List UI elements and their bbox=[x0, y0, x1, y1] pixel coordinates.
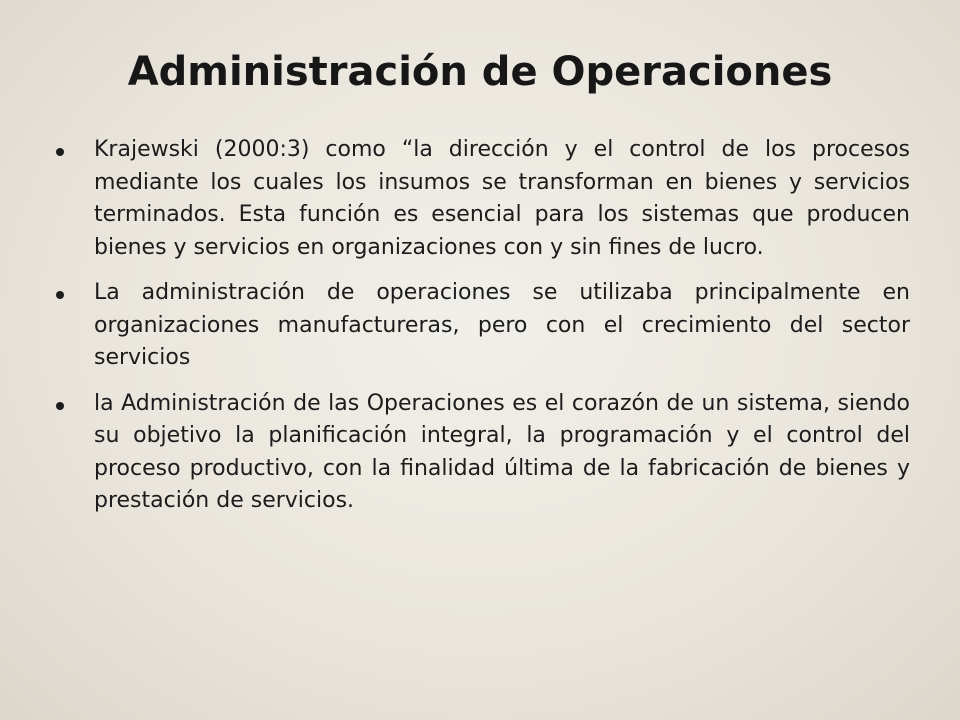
bullet-dot-icon bbox=[56, 148, 64, 156]
bullet-list bbox=[54, 134, 910, 531]
bullet-text: Krajewski (2000:3) como “la dirección y el control de los procesos mediante los cuales los insumos se transforman en bienes y servicios terminados. Esta función es esencial para los sistemas que producen bienes y servicios en organizaciones con y sin fines de lucro. bbox=[94, 137, 910, 260]
bullet-text: La administración de operaciones se utilizaba principalmente en organizaciones manufactureras, pero con el crecimiento del sector servicios bbox=[94, 280, 910, 370]
slide-title: Administración de Operaciones bbox=[127, 49, 833, 95]
bullet-text: la Administración de las Operaciones es el corazón de un sistema, siendo su objetivo la planificación integral, la programación y el control del proceso productivo, con la finalidad última de la fabricación de bienes y prestación de servicios. bbox=[94, 390, 910, 513]
bullet-dot-icon bbox=[56, 402, 64, 410]
bullet-item bbox=[54, 134, 910, 264]
bullet-dot-icon bbox=[56, 291, 64, 299]
bullet-item bbox=[54, 388, 910, 518]
bullet-item bbox=[54, 277, 910, 375]
